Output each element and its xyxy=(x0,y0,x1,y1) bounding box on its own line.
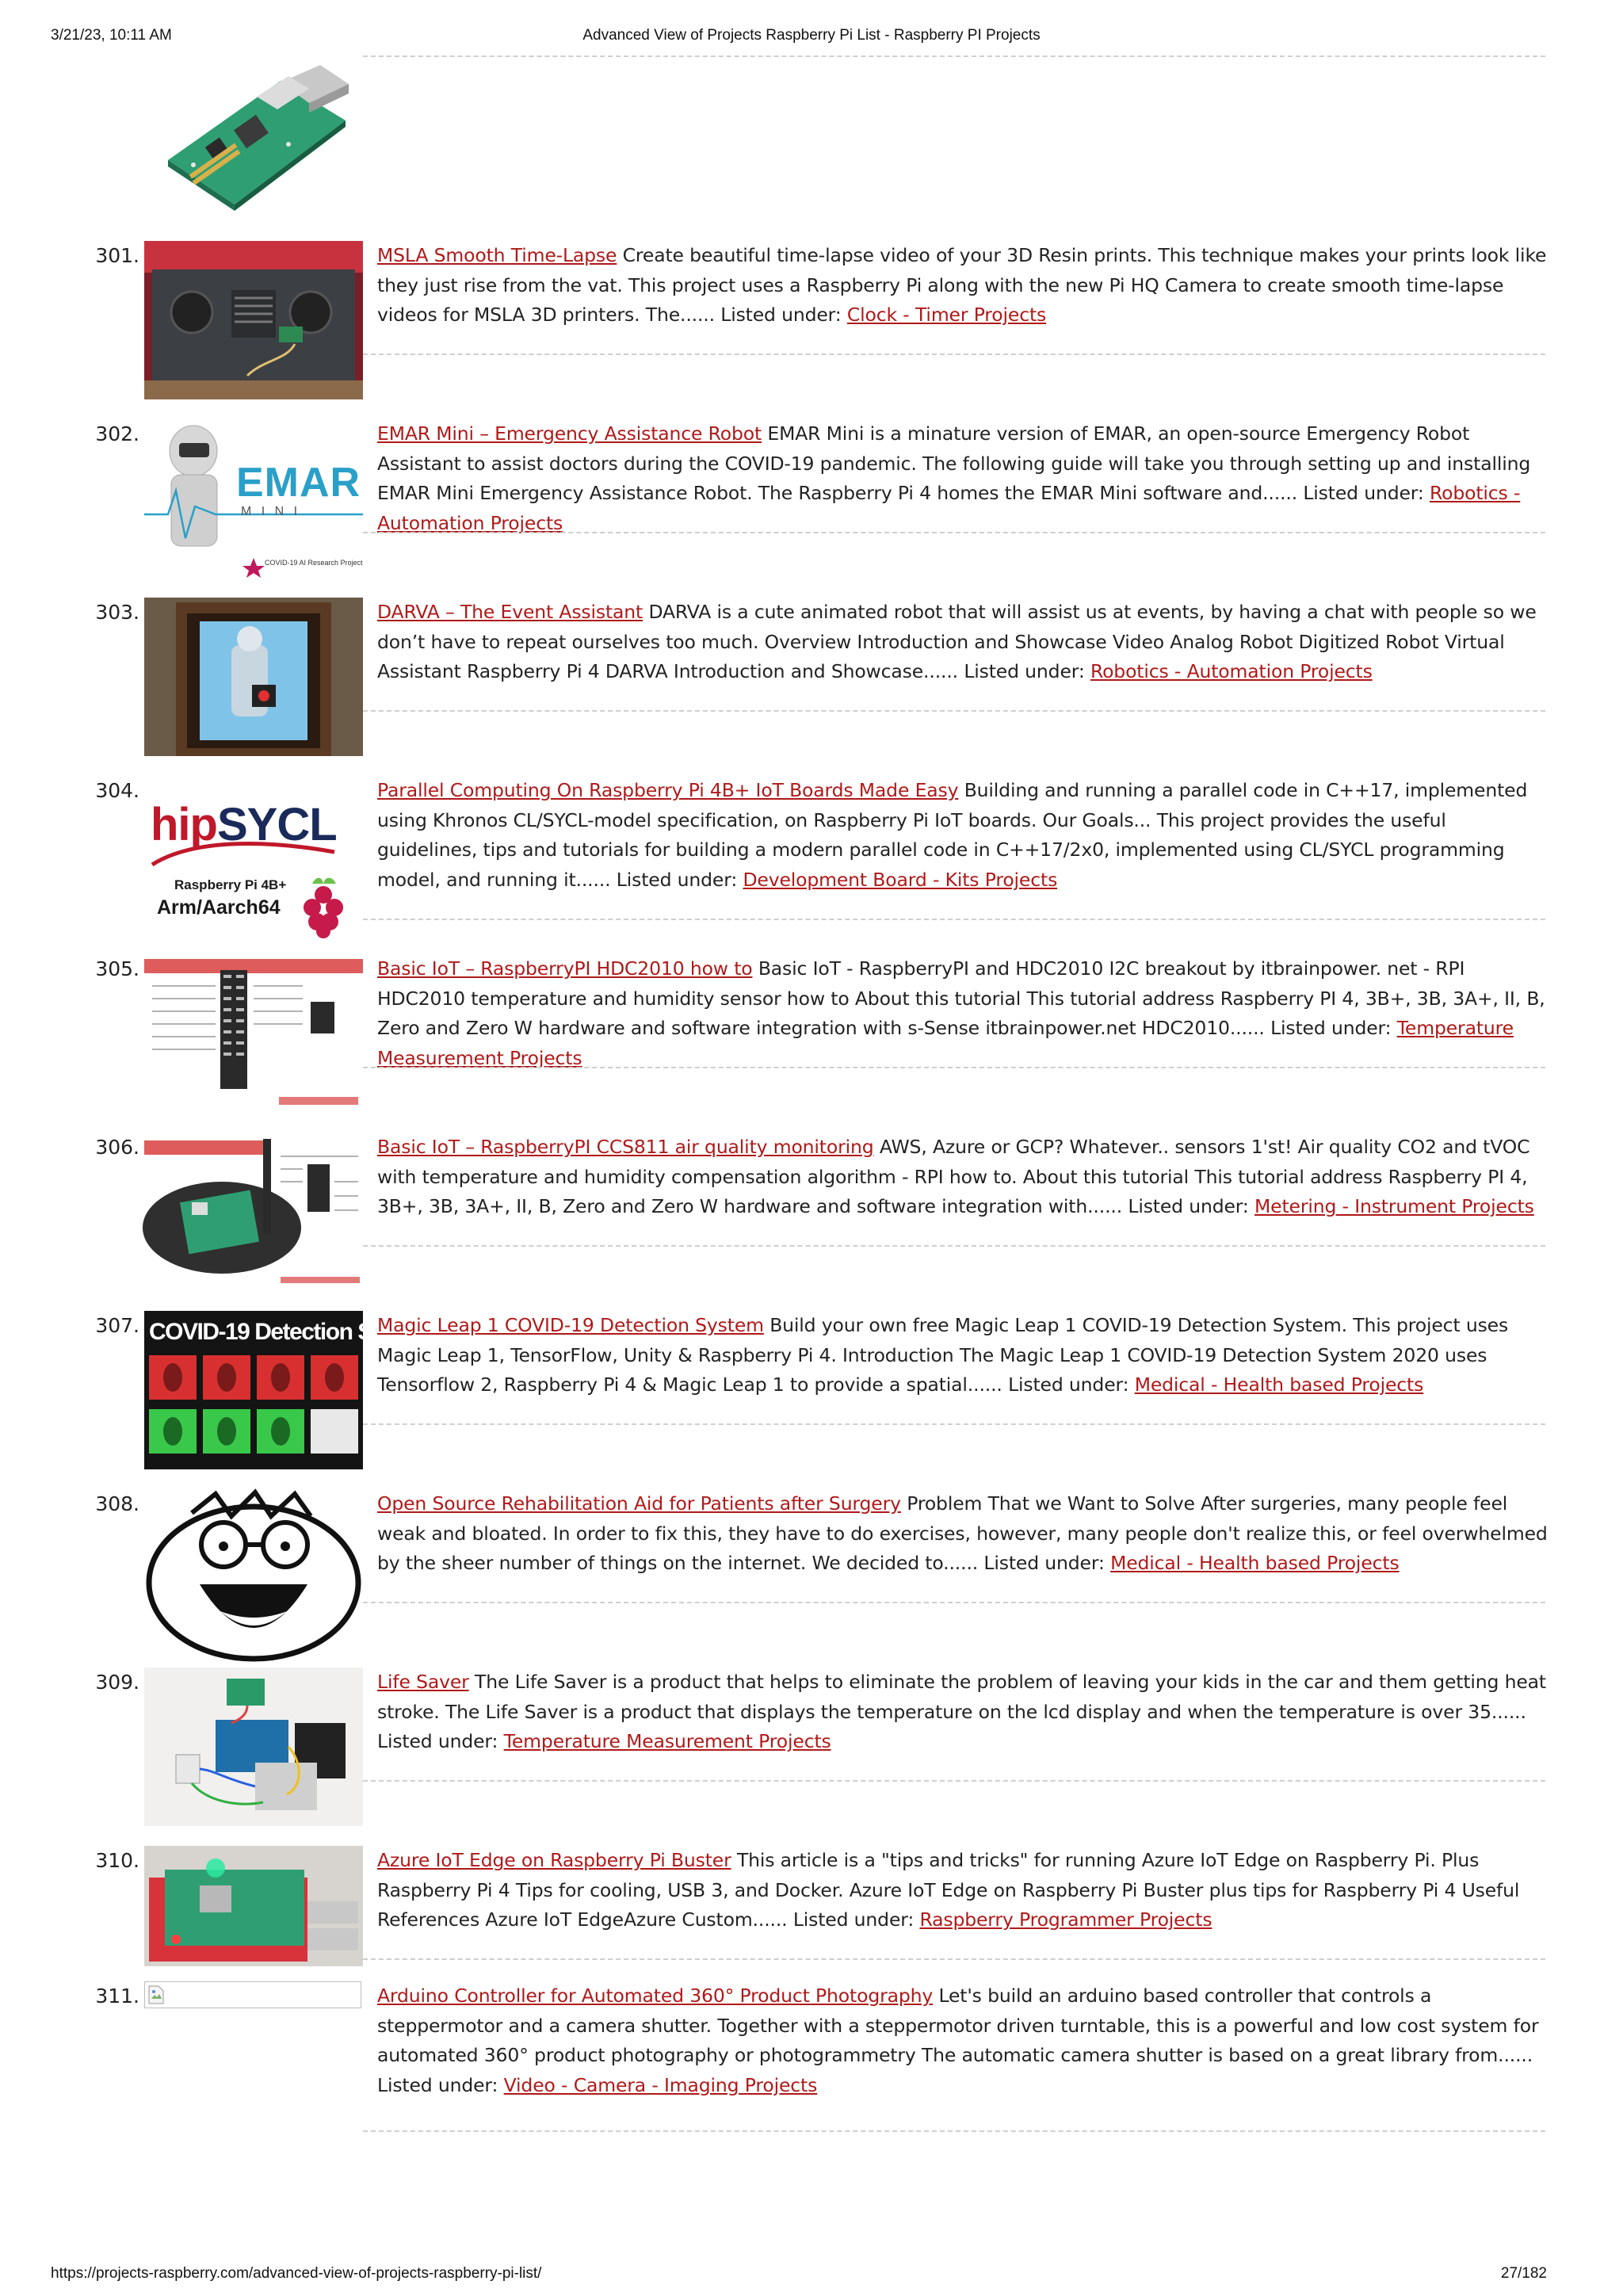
project-title-link[interactable]: MSLA Smooth Time-Lapse xyxy=(377,244,617,266)
item-number: 307. xyxy=(95,1314,139,1337)
item-description: Life Saver The Life Saver is a product that helps to eliminate the problem of leaving your kids in the car and them getting heat stroke. The Life Saver is a product that displays the temperature on the lcd display and when the temperature is over 35...... Listed under: Temperature Measurement Projects xyxy=(377,1671,1546,1753)
item-number: 303. xyxy=(95,601,139,624)
item-description: EMAR Mini – Emergency Assistance Robot EMAR Mini is a minature version of EMAR, an open-source Emergency Robot Assistant to assist doctors during the COVID-19 pandemic. The following guide will take you through setting up and installing EMAR Mini Emergency Assistance Robot. The Raspberry Pi 4 homes the EMAR Mini software and...... Listed under: Robotics - Automation Projects xyxy=(377,422,1531,534)
project-title-link[interactable]: Basic IoT – RaspberryPI CCS811 air quality monitoring xyxy=(377,1136,874,1158)
item-number: 302. xyxy=(95,422,139,445)
item-description: DARVA – The Event Assistant DARVA is a cute animated robot that will assist us at events, by having a chat with people so we don’t have to repeat ourselves too much. Overview Introduction and Showcase Video Analog Robot Digitized Robot Virtual Assistant Raspberry Pi 4 DARVA Introduction and Showcase...... Listed under: Robotics - Automation Projects xyxy=(377,601,1537,683)
project-thumbnail xyxy=(144,1133,363,1291)
project-thumbnail xyxy=(144,241,363,399)
page-number: 27/182 xyxy=(1500,2265,1547,2282)
item-number: 305. xyxy=(95,957,139,980)
project-thumbnail xyxy=(144,1668,363,1826)
project-title-link[interactable]: DARVA – The Event Assistant xyxy=(377,601,643,623)
divider xyxy=(363,532,1545,533)
item-description: Basic IoT – RaspberryPI HDC2010 how to Basic IoT - RaspberryPI and HDC2010 I2C breakout by itbrainpower. net - RPI HDC2010 temperature and humidity sensor how to About this tutorial This tutorial address Raspberry PI 4, 3B+, 3B, 3A+, II, B, Zero and Zero W hardware and software integration with s-Sense itbrainpower.net HDC2010...... Listed under: Temperature Measurement Projects xyxy=(377,957,1545,1069)
divider xyxy=(363,1423,1545,1425)
project-title-link[interactable]: Magic Leap 1 COVID-19 Detection System xyxy=(377,1314,764,1336)
project-title-link[interactable]: Arduino Controller for Automated 360° Product Photography xyxy=(377,1985,934,2007)
thumbnail-line-2: Arm/Aarch64 xyxy=(157,896,281,919)
project-thumbnail xyxy=(144,598,363,756)
item-number: 310. xyxy=(95,1849,139,1872)
project-title-link[interactable]: Parallel Computing On Raspberry Pi 4B+ IoT Boards Made Easy xyxy=(377,779,959,801)
thumbnail-logo-part-b: SYCL xyxy=(216,799,337,850)
broken-image-icon xyxy=(148,1985,164,2004)
item-description: MSLA Smooth Time-Lapse Create beautiful time-lapse video of your 3D Resin prints. This technique makes your prints look like they just rise from the vat. This project uses a Raspberry Pi along with the new Pi HQ Camera to create smooth time-lapse videos for MSLA 3D printers. The...... Listed under: Clock - Timer Projects xyxy=(377,244,1547,327)
divider xyxy=(363,1780,1545,1782)
thumbnail-logo-text: EMAR xyxy=(236,460,361,506)
project-title-link[interactable]: EMAR Mini – Emergency Assistance Robot xyxy=(377,422,762,445)
thumbnail-caption: COVID-19 AI Research Project xyxy=(265,559,363,567)
broken-image-placeholder xyxy=(144,1981,361,2008)
item-number: 308. xyxy=(95,1492,139,1515)
category-link[interactable]: Robotics - Automation Projects xyxy=(1090,660,1373,683)
category-link[interactable]: Video - Camera - Imaging Projects xyxy=(503,2073,818,2096)
project-thumbnail xyxy=(144,776,363,934)
item-description: Open Source Rehabilitation Aid for Patients after Surgery Problem That we Want to Solve After surgeries, many people feel weak and bloated. In order to fix this, they have to do exercises, however, many people don't realize this, or feel overwhelmed by the sheer number of things on the internet. We decided to...... Listed under: Medical - Health based Projects xyxy=(377,1492,1548,1575)
project-thumbnail xyxy=(144,1311,435,1469)
print-header xyxy=(0,27,1623,48)
category-link[interactable]: Development Board - Kits Projects xyxy=(743,868,1058,891)
divider xyxy=(363,710,1545,712)
project-thumbnail xyxy=(144,1489,363,1648)
category-link[interactable]: Medical - Health based Projects xyxy=(1134,1373,1424,1396)
item-description: Arduino Controller for Automated 360° Product Photography Let's build an arduino based controller that controls a steppermotor and a camera shutter. Together with a steppermotor driven turntable, this is a powerful and low cost system for automated 360° product photography or photogrammetry The automatic camera shutter is based on a great library from...... Listed under: Video - Camera - Imaging Projects xyxy=(377,1985,1539,2096)
divider xyxy=(363,1602,1545,1603)
category-link[interactable]: Robotics - Automation Projects xyxy=(377,482,1521,534)
category-link[interactable]: Metering - Instrument Projects xyxy=(1254,1195,1534,1218)
project-thumbnail xyxy=(144,419,363,578)
item-description: Magic Leap 1 COVID-19 Detection System Build your own free Magic Leap 1 COVID-19 Detection System. This project uses Magic Leap 1, TensorFlow, Unity & Raspberry Pi 4. Introduction The Magic Leap 1 COVID-19 Detection System 2020 uses Tensorflow 2, Raspberry Pi 4 & Magic Leap 1 to provide a spatial...... Listed under: Medical - Health based Projects xyxy=(377,1314,1509,1396)
item-description: Azure IoT Edge on Raspberry Pi Buster This article is a "tips and tricks" for running Azure IoT Edge on Raspberry Pi. Plus Raspberry Pi 4 Tips for cooling, USB 3, and Docker. Azure IoT Edge on Raspberry Pi Buster plus tips for Raspberry Pi 4 Useful References Azure IoT EdgeAzure Custom...... Listed under: Raspberry Programmer Projects xyxy=(377,1849,1520,1931)
category-link[interactable]: Raspberry Programmer Projects xyxy=(919,1908,1212,1931)
thumbnail-line-1: Raspberry Pi 4B+ xyxy=(174,877,287,892)
thumbnail-title-text: COVID-19 Detection System xyxy=(149,1319,435,1345)
divider xyxy=(363,55,1545,57)
divider xyxy=(363,919,1545,920)
category-link[interactable]: Clock - Timer Projects xyxy=(846,304,1047,327)
page-url: https://projects-raspberry.com/advanced-view-of-projects-raspberry-pi-list/ xyxy=(51,2265,542,2282)
divider xyxy=(363,353,1545,355)
item-number: 306. xyxy=(95,1136,139,1159)
thumbnail-sub-text: M I N I xyxy=(241,505,301,518)
item-number: 304. xyxy=(95,779,139,802)
print-footer xyxy=(0,2265,1623,2286)
category-link[interactable]: Temperature Measurement Projects xyxy=(503,1730,831,1753)
project-thumbnail xyxy=(144,954,363,1113)
page-title: Advanced View of Projects Raspberry Pi List - Raspberry PI Projects xyxy=(582,27,1041,44)
project-thumbnail xyxy=(144,1846,363,1966)
project-title-link[interactable]: Azure IoT Edge on Raspberry Pi Buster xyxy=(377,1849,731,1871)
project-title-link[interactable]: Life Saver xyxy=(377,1671,469,1693)
project-title-link[interactable]: Basic IoT – RaspberryPI HDC2010 how to xyxy=(377,957,753,980)
item-number: 309. xyxy=(95,1671,139,1694)
divider xyxy=(363,1958,1545,1960)
category-link[interactable]: Medical - Health based Projects xyxy=(1110,1552,1400,1575)
item-description: Basic IoT – RaspberryPI CCS811 air quality monitoring AWS, Azure or GCP? Whatever.. sensors 1'st! Air quality CO2 and tVOC with temperature and humidity compensation algorithm - RPI how to. About this tutorial This tutorial address Raspberry PI 4, 3B+, 3B, 3A+, II, B, Zero and Zero W hardware and software integration with...... Listed under: Metering - Instrument Projects xyxy=(377,1136,1534,1218)
divider xyxy=(363,1245,1545,1247)
thumbnail-logo-part-a: hip xyxy=(151,799,217,850)
divider xyxy=(363,1067,1545,1068)
raspberry-pi-board-image xyxy=(162,65,349,212)
item-number: 301. xyxy=(95,244,139,267)
divider xyxy=(363,2130,1545,2132)
item-number: 311. xyxy=(95,1985,139,2008)
print-timestamp: 3/21/23, 10:11 AM xyxy=(51,27,172,44)
project-title-link[interactable]: Open Source Rehabilitation Aid for Patients after Surgery xyxy=(377,1492,901,1515)
category-link[interactable]: Temperature Measurement Projects xyxy=(377,1017,1514,1069)
item-description: Parallel Computing On Raspberry Pi 4B+ IoT Boards Made Easy Building and running a parallel code in C++17, implemented using Khronos CL/SYCL-model specification, on Raspberry Pi IoT boards. Our Goals... This project provides the useful guidelines, tips and tutorials for building a modern parallel code in C++17/2x0, implemented using CL/SYCL programming model, and running it...... Listed under: Development Board - Kits Projects xyxy=(377,779,1528,891)
